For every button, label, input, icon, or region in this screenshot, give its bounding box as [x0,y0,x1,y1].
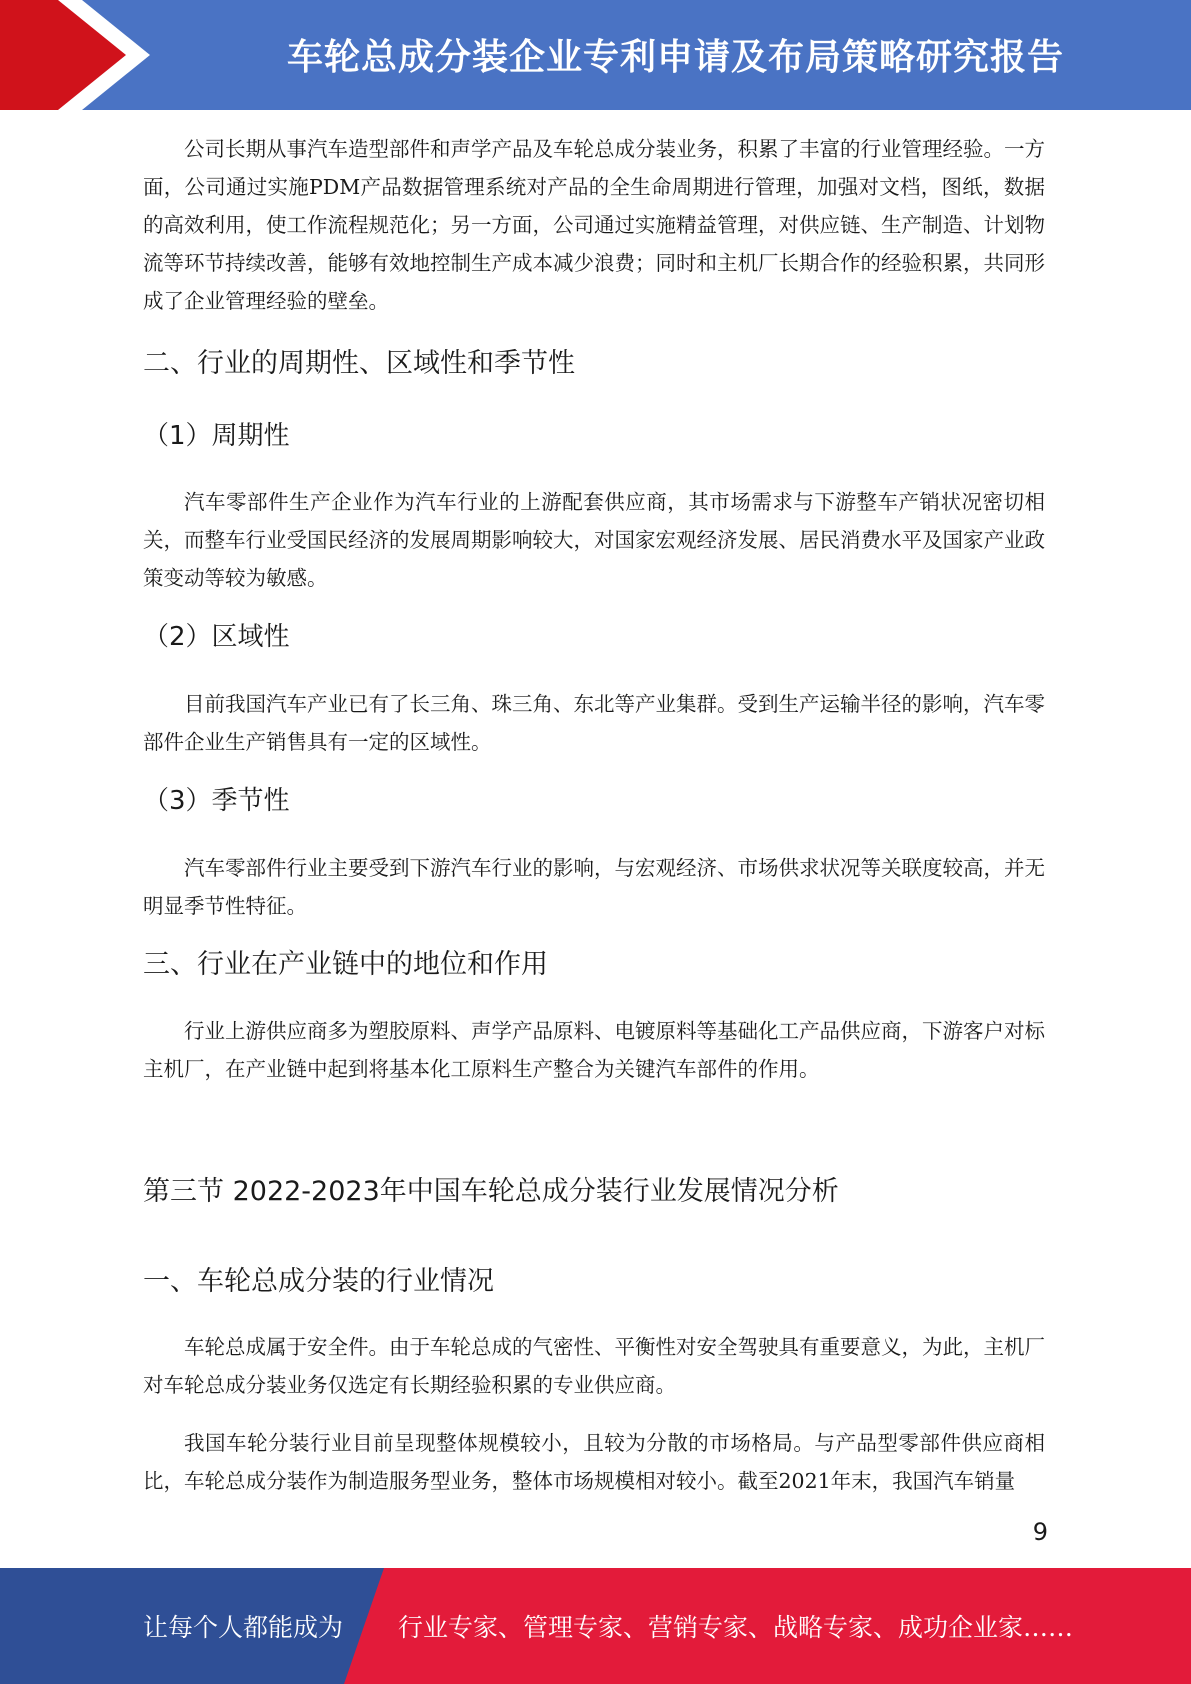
heading-section-three: 第三节 2022-2023年中国车轮总成分装行业发展情况分析 [143,1176,839,1207]
heading-regionality: （2）区域性 [143,622,290,652]
heading-industry-chain-role: 三、行业在产业链中的地位和作用 [143,949,548,980]
paragraph-seasonality: 汽车零部件行业主要受到下游汽车行业的影响，与宏观经济、市场供求状况等关联度较高，并无明显季节性特征。 [143,856,1045,918]
paragraph-industry-chain: 行业上游供应商多为塑胶原料、声学产品原料、电镀原料等基础化工产品供应商，下游客户对标主机厂，在产业链中起到将基本化工原料生产整合为关键汽车部件的作用。 [143,1019,1045,1081]
paragraph-periodicity: 汽车零部件生产企业作为汽车行业的上游配套供应商，其市场需求与下游整车产销状况密切相关，而整车行业受国民经济的发展周期影响较大，对国家宏观经济发展、居民消费水平及国家产业政策变动等较为敏感。 [143,490,1045,590]
report-title: 车轮总成分装企业专利申请及布局策略研究报告 [286,36,1064,78]
footer-slogan-right: 行业专家、管理专家、营销专家、战略专家、成功企业家…… [398,1613,1074,1642]
heading-wheel-assembly-industry: 一、车轮总成分装的行业情况 [143,1266,494,1297]
page-header [0,0,1191,110]
paragraph-safety-part: 车轮总成属于安全件。由于车轮总成的气密性、平衡性对安全驾驶具有重要意义，为此，主机厂对车轮总成分装业务仅选定有长期经验积累的专业供应商。 [143,1335,1045,1397]
heading-seasonality: （3）季节性 [143,786,290,816]
page-footer [0,1568,1191,1684]
heading-cyclical-regional-seasonal: 二、行业的周期性、区域性和季节性 [143,348,575,379]
heading-periodicity: （1）周期性 [143,421,290,451]
page-number: 9 [1032,1518,1048,1546]
paragraph-management-experience: 公司长期从事汽车造型部件和声学产品及车轮总成分装业务，积累了丰富的行业管理经验。一方面，公司通过实施PDM产品数据管理系统对产品的全生命周期进行管理，加强对文档，图纸，数据的高效利用，使工作流程规范化；另一方面，公司通过实施精益管理，对供应链、生产制造、计划物流等环节持续改善，能够有效地控制生产成本减少浪费；同时和主机厂长期合作的经验积累，共同形成了企业管理经验的壁垒。 [143,137,1045,313]
paragraph-market-structure: 我国车轮分装行业目前呈现整体规模较小，且较为分散的市场格局。与产品型零部件供应商相比，车轮总成分装作为制造服务型业务，整体市场规模相对较小。截至2021年末，我国汽车销量 [143,1431,1045,1493]
footer-slogan-left: 让每个人都能成为 [143,1613,344,1642]
paragraph-regionality: 目前我国汽车产业已有了长三角、珠三角、东北等产业集群。受到生产运输半径的影响，汽车零部件企业生产销售具有一定的区域性。 [143,692,1045,754]
